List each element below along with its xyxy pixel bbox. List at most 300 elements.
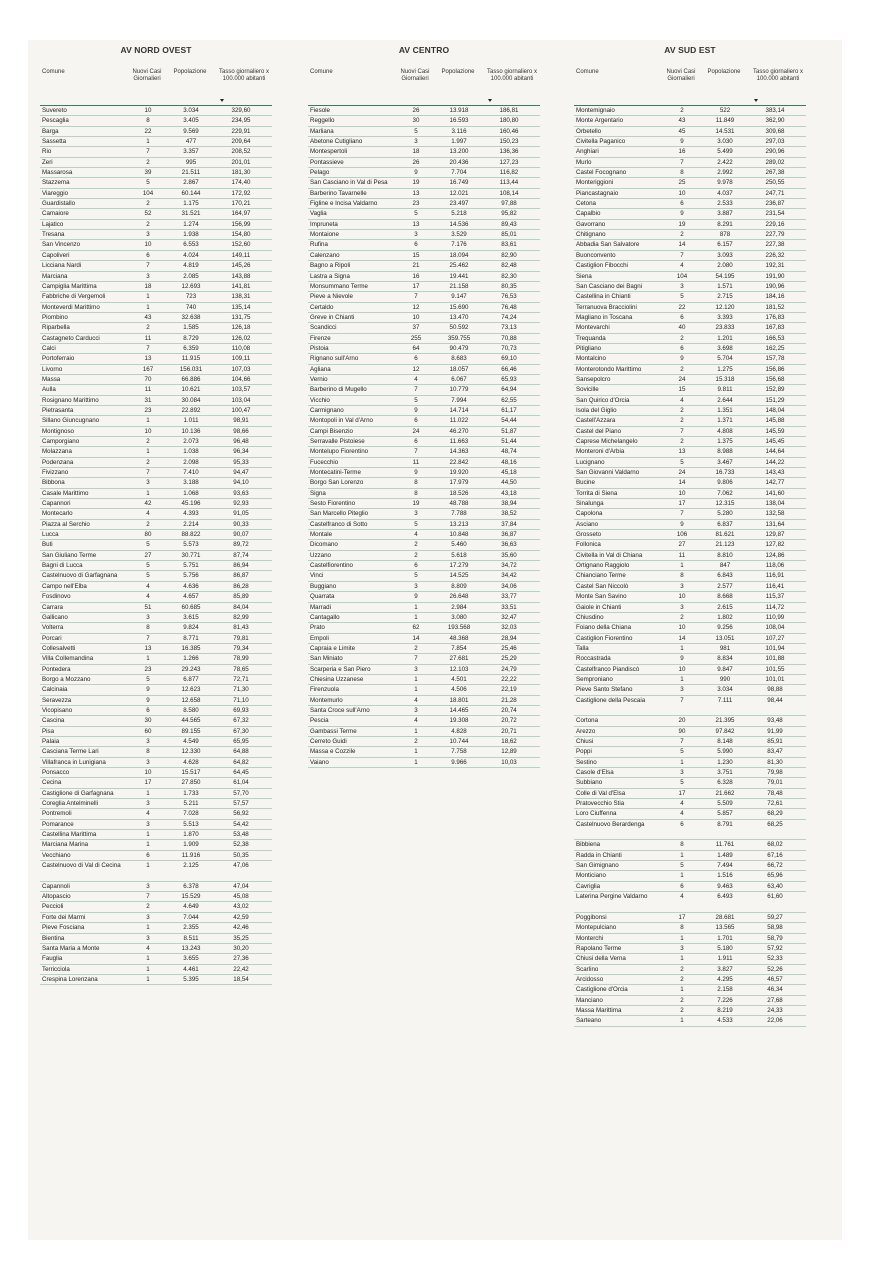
table-row (40, 706, 272, 716)
cell-nuovi-casi: 1 (680, 562, 684, 570)
cell-comune: San Gimignano (576, 862, 619, 870)
cell-nuovi-casi: 4 (414, 717, 418, 725)
table-row (308, 706, 540, 716)
cell-nuovi-casi: 9 (146, 686, 150, 694)
cell-tasso: 98,91 (233, 417, 249, 425)
cell-popolazione: 2.355 (183, 924, 199, 932)
cell-popolazione: 5.990 (717, 748, 733, 756)
cell-nuovi-casi: 6 (680, 882, 684, 890)
table-row (574, 851, 806, 861)
cell-popolazione: 4.295 (717, 975, 733, 983)
cell-comune: Crespina Lorenzana (42, 975, 98, 983)
table-row (40, 758, 272, 768)
cell-popolazione: 5.751 (183, 562, 199, 570)
table-row (40, 209, 272, 219)
cell-tasso: 67,30 (233, 727, 249, 735)
cell-popolazione: 1.266 (183, 655, 199, 663)
cell-comune: Capraia e Limite (310, 644, 356, 652)
cell-comune: Altopascio (42, 893, 71, 901)
cell-popolazione: 5.618 (451, 551, 467, 559)
cell-comune: San Vincenzo (42, 241, 81, 249)
table-row (40, 809, 272, 819)
cell-popolazione: 878 (719, 231, 731, 239)
cell-comune: Marradi (310, 603, 331, 611)
cell-nuovi-casi: 1 (146, 448, 150, 456)
cell-comune: Monsummano Terme (310, 282, 369, 290)
cell-comune: Capoliveri (42, 251, 70, 259)
table-row (40, 303, 272, 313)
cell-comune: Abetone Cutigliano (310, 138, 363, 146)
cell-popolazione: 2.533 (717, 200, 733, 208)
cell-popolazione: 4.819 (183, 262, 199, 270)
cell-nuovi-casi: 1 (414, 748, 418, 756)
table-row (40, 458, 272, 468)
table-row (40, 913, 272, 923)
cell-comune: Firenzuola (310, 686, 339, 694)
cell-comune: Vaglia (310, 210, 327, 218)
cell-nuovi-casi: 3 (414, 231, 418, 239)
cell-popolazione: 12.623 (181, 686, 201, 694)
cell-comune: Loro Ciuffenna (576, 810, 617, 818)
table-row (574, 509, 806, 519)
cell-popolazione: 90.479 (449, 344, 469, 352)
cell-popolazione: 8.988 (717, 448, 733, 456)
cell-tasso: 64,94 (501, 386, 517, 394)
cell-popolazione: 7.854 (451, 644, 467, 652)
cell-nuovi-casi: 7 (414, 293, 418, 301)
cell-nuovi-casi: 4 (680, 396, 684, 404)
table-row (308, 303, 540, 313)
cell-comune: Casale Marittimo (42, 489, 89, 497)
table-row (40, 437, 272, 447)
cell-popolazione: 2.867 (183, 179, 199, 187)
cell-tasso: 62,55 (501, 396, 517, 404)
cell-comune: Pescaglia (42, 117, 69, 125)
cell-popolazione: 2.085 (183, 272, 199, 280)
cell-tasso: 61,04 (233, 779, 249, 787)
cell-comune: Sassetta (42, 138, 67, 146)
cell-popolazione: 3.698 (717, 344, 733, 352)
cell-comune: Castel Focognano (576, 169, 627, 177)
table-row (308, 230, 540, 240)
column-av-sud-est (574, 40, 806, 1027)
table-row (574, 644, 806, 654)
cell-popolazione: 2.984 (451, 603, 467, 611)
header-popolazione[interactable]: Popolazione (173, 69, 207, 75)
cell-comune: Campiglia Marittima (42, 282, 97, 290)
cell-popolazione: 18.094 (449, 251, 469, 259)
cell-popolazione: 50.592 (449, 324, 469, 332)
cell-tasso: 138,04 (765, 500, 785, 508)
cell-tasso: 297,03 (765, 138, 785, 146)
cell-comune: Lajatico (42, 220, 64, 228)
cell-tasso: 98,44 (767, 696, 783, 704)
cell-nuovi-casi: 90 (678, 727, 686, 735)
header-popolazione[interactable]: Popolazione (707, 69, 741, 75)
cell-comune: Trequanda (576, 334, 606, 342)
cell-tasso: 93,48 (767, 717, 783, 725)
cell-tasso: 66,72 (767, 862, 783, 870)
cell-popolazione: 1.274 (183, 220, 199, 228)
table-row (574, 623, 806, 633)
cell-popolazione: 21.123 (715, 541, 735, 549)
table-row (40, 385, 272, 395)
cell-popolazione: 18.526 (449, 489, 469, 497)
cell-comune: Guardistallo (42, 200, 76, 208)
cell-nuovi-casi: 23 (144, 665, 152, 673)
table-row (40, 272, 272, 282)
cell-popolazione: 10.136 (181, 427, 201, 435)
cell-comune: Capannori (42, 500, 71, 508)
cell-tasso: 101,94 (765, 644, 785, 652)
header-tasso[interactable]: Tasso giornaliero x 100.000 abitanti (752, 69, 804, 82)
cell-nuovi-casi: 3 (146, 800, 150, 808)
cell-popolazione: 15.529 (181, 893, 201, 901)
table-row (308, 509, 540, 519)
cell-nuovi-casi: 3 (414, 665, 418, 673)
cell-nuovi-casi: 1 (680, 644, 684, 652)
cell-tasso: 227,79 (765, 231, 785, 239)
cell-comune: Rio (42, 148, 52, 156)
cell-tasso: 74,24 (501, 313, 517, 321)
cell-tasso: 20,74 (501, 706, 517, 714)
cell-popolazione: 15.517 (181, 769, 201, 776)
cell-tasso: 96,48 (233, 438, 249, 445)
cell-tasso: 145,45 (765, 438, 785, 445)
cell-tasso: 127,82 (765, 541, 785, 549)
cell-nuovi-casi: 43 (678, 117, 686, 125)
cell-tasso: 192,31 (765, 262, 785, 270)
cell-tasso: 81,30 (767, 758, 783, 766)
cell-popolazione: 16.385 (181, 644, 201, 652)
table-row (574, 261, 806, 271)
cell-nuovi-casi: 15 (678, 386, 686, 394)
cell-comune: Rignano sull'Arno (310, 355, 359, 363)
cell-nuovi-casi: 5 (146, 572, 150, 580)
cell-tasso: 83,47 (767, 748, 783, 756)
table-row (574, 427, 806, 437)
cell-tasso: 181,52 (765, 303, 785, 311)
sort-descending-icon[interactable] (754, 99, 758, 102)
cell-popolazione: 11.915 (181, 355, 201, 363)
cell-nuovi-casi: 7 (146, 262, 150, 270)
cell-nuovi-casi: 1 (146, 489, 150, 497)
sort-descending-icon[interactable] (220, 99, 224, 102)
cell-comune: Foiano della Chiana (576, 624, 632, 632)
cell-popolazione: 27.681 (449, 655, 469, 663)
header-tasso[interactable]: Tasso giornaliero x 100.000 abitanti (486, 69, 538, 82)
header-tasso[interactable]: Tasso giornaliero x 100.000 abitanti (218, 69, 270, 82)
cell-tasso: 126,18 (231, 324, 251, 332)
table-row (40, 365, 272, 375)
cell-nuovi-casi: 23 (144, 406, 152, 414)
cell-popolazione: 11.663 (449, 438, 469, 445)
cell-tasso: 89,72 (233, 541, 249, 549)
cell-popolazione: 13.051 (715, 634, 735, 642)
table-row (40, 116, 272, 126)
cell-tasso: 42,59 (233, 913, 249, 921)
table-row (574, 965, 806, 975)
cell-tasso: 91,99 (767, 727, 783, 735)
cell-popolazione: 16.733 (715, 469, 735, 477)
cell-nuovi-casi: 7 (680, 696, 684, 704)
cell-nuovi-casi: 9 (414, 593, 418, 601)
cell-tasso: 80,35 (501, 282, 517, 290)
cell-comune: Radda in Chianti (576, 851, 622, 859)
cell-nuovi-casi: 17 (412, 282, 420, 290)
cell-popolazione: 3.655 (183, 955, 199, 963)
cell-comune: Poggibonsi (576, 913, 607, 921)
table-row (308, 189, 540, 199)
cell-comune: Sansepolcro (576, 375, 611, 383)
table-row (308, 758, 540, 768)
table-row (40, 737, 272, 747)
table-row (574, 116, 806, 126)
cell-comune: Castagneto Carducci (42, 334, 100, 342)
cell-comune: Castiglion Fiorentino (576, 634, 633, 642)
cell-comune: Montemignaio (576, 107, 615, 114)
header-comune: Comune (310, 69, 333, 75)
cell-tasso: 51,87 (501, 427, 517, 435)
cell-popolazione: 847 (719, 562, 731, 570)
cell-comune: Pontremoli (42, 810, 72, 818)
cell-tasso: 66,46 (501, 365, 517, 373)
table-header (574, 69, 806, 106)
table-row (574, 840, 806, 850)
cell-comune: Livorno (42, 365, 63, 373)
cell-tasso: 103,04 (231, 396, 251, 404)
cell-tasso: 89,43 (501, 220, 517, 228)
cell-popolazione: 2.098 (183, 458, 199, 466)
header-popolazione[interactable]: Popolazione (441, 69, 475, 75)
cell-comune: Monteroni d'Arbia (576, 448, 625, 456)
cell-comune: Vernio (310, 375, 328, 383)
table-row (40, 313, 272, 323)
cell-comune: Roccastrada (576, 655, 611, 663)
cell-comune: Caprese Michelangelo (576, 438, 638, 445)
cell-popolazione: 30.771 (181, 551, 201, 559)
cell-popolazione: 9.824 (183, 624, 199, 632)
table-row (574, 282, 806, 292)
cell-popolazione: 9.256 (717, 624, 733, 632)
cell-popolazione: 3.030 (717, 138, 733, 146)
cell-tasso: 145,59 (765, 427, 785, 435)
cell-nuovi-casi: 1 (146, 965, 150, 973)
cell-popolazione: 6.877 (183, 675, 199, 683)
cell-popolazione: 8.291 (717, 220, 733, 228)
cell-nuovi-casi: 10 (412, 313, 420, 321)
cell-nuovi-casi: 10 (144, 427, 152, 435)
table-row (40, 696, 272, 706)
table-row (40, 530, 272, 540)
cell-popolazione: 9.966 (451, 758, 467, 766)
table-row (574, 240, 806, 250)
cell-tasso: 67,32 (233, 717, 249, 725)
cell-comune: Borgo San Lorenzo (310, 479, 364, 487)
cell-nuovi-casi: 7 (680, 158, 684, 166)
cell-popolazione: 6.553 (183, 241, 199, 249)
cell-nuovi-casi: 45 (678, 127, 686, 135)
sort-descending-icon[interactable] (488, 99, 492, 102)
cell-popolazione: 5.509 (717, 800, 733, 808)
cell-comune: Monteriggioni (576, 179, 614, 187)
cell-comune: Chiesina Uzzanese (310, 675, 364, 683)
cell-popolazione: 12.693 (181, 282, 201, 290)
cell-comune: Manciano (576, 996, 603, 1004)
table-row (308, 344, 540, 354)
cell-popolazione: 1.802 (717, 613, 733, 621)
cell-tasso: 36,63 (501, 541, 517, 549)
header-nuovi-casi[interactable]: Nuovi Casi Giornalieri (400, 69, 430, 82)
table-row (574, 292, 806, 302)
cell-popolazione: 13.243 (181, 944, 201, 952)
table-row (308, 272, 540, 282)
cell-tasso: 42,46 (233, 924, 249, 932)
cell-popolazione: 1.909 (183, 841, 199, 849)
table-row (40, 251, 272, 261)
cell-popolazione: 14.536 (449, 220, 469, 228)
table-row (308, 261, 540, 271)
table-row (574, 923, 806, 933)
cell-comune: Porcari (42, 634, 62, 642)
cell-popolazione: 1.375 (717, 438, 733, 445)
cell-tasso: 116,91 (765, 572, 785, 580)
cell-popolazione: 26.648 (449, 593, 469, 601)
cell-nuovi-casi: 5 (414, 127, 418, 135)
cell-nuovi-casi: 18 (144, 282, 152, 290)
table-row (308, 220, 540, 230)
table-row (574, 385, 806, 395)
cell-tasso: 227,38 (765, 241, 785, 249)
cell-tasso: 85,91 (767, 737, 783, 745)
cell-nuovi-casi: 7 (146, 634, 150, 642)
cell-tasso: 329,60 (231, 107, 251, 114)
header-nuovi-casi[interactable]: Nuovi Casi Giornalieri (132, 69, 162, 82)
table-row (574, 396, 806, 406)
table-row (40, 178, 272, 188)
cell-popolazione: 11.849 (715, 117, 735, 125)
cell-nuovi-casi: 5 (680, 458, 684, 466)
cell-tasso: 64,88 (233, 748, 249, 756)
table-row (574, 137, 806, 147)
cell-comune: Castel del Piano (576, 427, 622, 435)
table-row (40, 768, 272, 778)
cell-popolazione: 13.565 (715, 924, 735, 932)
cell-popolazione: 9.806 (717, 479, 733, 487)
cell-comune: Impruneta (310, 220, 338, 228)
table-row (40, 406, 272, 416)
cell-tasso: 45,08 (233, 893, 249, 901)
cell-nuovi-casi: 3 (680, 282, 684, 290)
cell-popolazione: 8.683 (451, 355, 467, 363)
cell-nuovi-casi: 1 (146, 862, 150, 870)
cell-tasso: 92,93 (233, 500, 249, 508)
cell-nuovi-casi: 5 (680, 748, 684, 756)
cell-nuovi-casi: 104 (676, 272, 688, 280)
cell-tasso: 250,55 (765, 179, 785, 187)
table-row (308, 551, 540, 561)
table-row (40, 623, 272, 633)
cell-popolazione: 1.068 (183, 489, 199, 497)
cell-popolazione: 17.979 (449, 479, 469, 487)
cell-popolazione: 1.701 (717, 934, 733, 942)
cell-popolazione: 14.465 (449, 706, 469, 714)
cell-popolazione: 8.668 (717, 593, 733, 601)
table-row (574, 1006, 806, 1016)
cell-tasso: 76,48 (501, 303, 517, 311)
table-row (308, 654, 540, 664)
cell-nuovi-casi: 6 (146, 706, 150, 714)
cell-popolazione: 54.195 (715, 272, 735, 280)
cell-comune: Casole d'Elsa (576, 769, 614, 776)
table-row (40, 944, 272, 954)
cell-nuovi-casi: 20 (678, 717, 686, 725)
cell-popolazione: 12.330 (181, 748, 201, 756)
cell-popolazione: 5.180 (717, 944, 733, 952)
cell-tasso: 12,89 (501, 748, 517, 756)
cell-nuovi-casi: 1 (680, 986, 684, 994)
cell-tasso: 108,14 (499, 189, 519, 197)
cell-nuovi-casi: 2 (414, 644, 418, 652)
cell-tasso: 58,98 (767, 924, 783, 932)
cell-tasso: 27,68 (767, 996, 783, 1004)
cell-popolazione: 477 (185, 138, 197, 146)
table-row (574, 758, 806, 768)
table-row (308, 623, 540, 633)
header-nuovi-casi[interactable]: Nuovi Casi Giornalieri (666, 69, 696, 82)
cell-comune: San Marcello Piteglio (310, 510, 369, 518)
table-row (308, 406, 540, 416)
cell-tasso: 20,72 (501, 717, 517, 725)
cell-comune: Laterina Pergine Valdarno (576, 893, 648, 901)
table-row (40, 644, 272, 654)
cell-popolazione: 7.176 (451, 241, 467, 249)
cell-nuovi-casi: 8 (680, 572, 684, 580)
table-row (574, 323, 806, 333)
table-row (308, 396, 540, 406)
cell-tasso: 98,66 (233, 427, 249, 435)
cell-nuovi-casi: 1 (680, 851, 684, 859)
table-row (308, 520, 540, 530)
cell-nuovi-casi: 6 (146, 851, 150, 859)
cell-comune: Pietrasanta (42, 406, 74, 414)
table-row (574, 468, 806, 478)
cell-tasso: 209,64 (231, 138, 251, 146)
cell-tasso: 309,68 (765, 127, 785, 135)
cell-tasso: 27,36 (233, 955, 249, 963)
cell-tasso: 48,16 (501, 458, 517, 466)
cell-popolazione: 7.062 (717, 489, 733, 497)
cell-nuovi-casi: 11 (678, 551, 686, 559)
cell-tasso: 64,82 (233, 758, 249, 766)
cell-nuovi-casi: 4 (680, 800, 684, 808)
cell-popolazione: 193.568 (447, 624, 471, 632)
cell-tasso: 160,46 (499, 127, 519, 135)
cell-nuovi-casi: 8 (414, 489, 418, 497)
table-row (40, 778, 272, 788)
cell-nuovi-casi: 12 (412, 365, 420, 373)
cell-nuovi-casi: 1 (146, 841, 150, 849)
table-row (574, 489, 806, 499)
table-row (308, 613, 540, 623)
cell-popolazione: 27.850 (181, 779, 201, 787)
table-row (574, 437, 806, 447)
cell-comune: Castell'Azzara (576, 417, 616, 425)
cell-popolazione: 7.994 (451, 396, 467, 404)
cell-popolazione: 4.037 (717, 189, 733, 197)
cell-tasso: 97,88 (501, 200, 517, 208)
cell-comune: Cortona (576, 717, 599, 725)
